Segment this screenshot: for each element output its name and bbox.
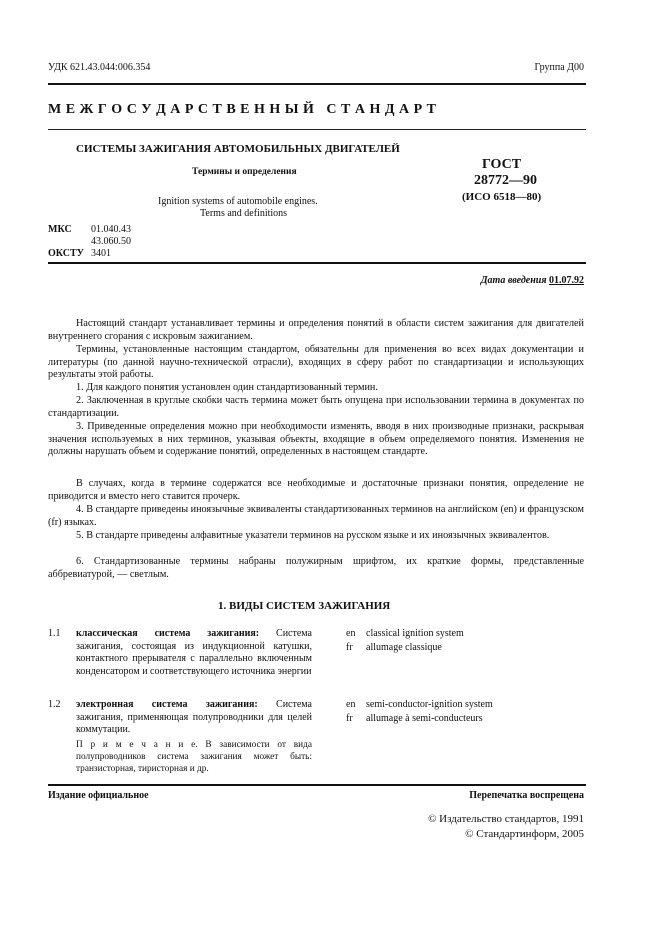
- paragraph-rule-4: 4. В стандарте приведены иноязычные эквиваленты стандартизованных терминов на английском (en) и французском (fr) языках.: [48, 504, 584, 528]
- intro-date-value: 01.07.92: [549, 275, 584, 286]
- official-edition-label: Издание официальное: [48, 790, 149, 801]
- okstu-label: ОКСТУ: [48, 248, 85, 259]
- gost-label: ГОСТ: [482, 157, 522, 172]
- term-name: электронная система зажигания:: [76, 699, 258, 710]
- paragraph-rule-2: 2. Заключенная в круглые скобки часть термина может быть опущена при использовании термина в документах по стандартизации.: [48, 395, 584, 419]
- copyright-2005: © Стандартинформ, 2005: [465, 828, 584, 840]
- udk-code: УДК 621.43.044:006.354: [48, 62, 151, 73]
- paragraph-rule-5: 5. В стандарте приведены алфавитные указатели терминов на русском языке и их иноязычных эквивалентов.: [76, 530, 550, 541]
- okstu-value: 3401: [91, 248, 111, 259]
- intro-date-label: Дата введения: [480, 275, 547, 286]
- term-number: 1.1: [48, 628, 61, 639]
- document-title: СИСТЕМЫ ЗАЖИГАНИЯ АВТОМОБИЛЬНЫХ ДВИГАТЕЛЕЙ: [76, 143, 400, 155]
- term-entry-1-2: [76, 699, 312, 737]
- mks-value-2: 43.060.50: [91, 236, 131, 247]
- term-fr-equivalent: allumage classique: [366, 642, 442, 653]
- term-name: классическая система зажигания:: [76, 628, 260, 639]
- gost-number: 28772—90: [474, 173, 537, 188]
- top-rule: [48, 83, 586, 85]
- paragraph-rule-3-dash: В случаях, когда в термине содержатся все необходимые и достаточные признаки понятия, определение не приводится и вместо него ставится прочерк.: [48, 478, 584, 502]
- paragraph-rule-3: 3. Приведенные определения можно при необходимости изменять, вводя в них производные признаки, раскрывая значения используемых в них терминов, указывая объекты, входящие в объем определяемого понятия. Изменения не должны нарушать объем и содержание понятий, определенных в настоящем стандарте.: [48, 421, 584, 458]
- paragraph-obligatory: Термины, установленные настоящим стандартом, обязательны для применения во всех видах документации и литературы (по данной научно-технической отрасли), входящих в сферу работ по стандартизации и использующих результаты этой работы.: [48, 344, 584, 381]
- lang-code-fr: fr: [346, 642, 353, 653]
- term-definition: Система зажигания, состоящая из индукционной катушки, контактного прерывателя с параллельно включенным конденсатором и соответствующего источника энергии: [76, 628, 312, 677]
- term-fr-equivalent: allumage à semi-conducteurs: [366, 713, 483, 724]
- english-title-line1: Ignition systems of automobile engines.: [158, 196, 318, 207]
- group-code: Группа Д00: [534, 62, 584, 73]
- intro-date: [481, 275, 584, 286]
- interstate-standard-banner: М Е Ж Г О С У Д А Р С Т В Е Н Н Ы Й С Т А Н Д А Р Т: [48, 102, 437, 117]
- mks-label: МКС: [48, 224, 72, 235]
- english-title-line2: Terms and definitions: [200, 208, 288, 219]
- footer-rule: [48, 784, 586, 786]
- lang-code-en: en: [346, 628, 356, 639]
- note-label: П р и м е ч а н и е.: [76, 740, 198, 750]
- copyright-1991: © Издательство стандартов, 1991: [428, 813, 584, 825]
- title-block-rule: [48, 262, 586, 264]
- mks-value-1: 01.040.43: [91, 224, 131, 235]
- term-entry-1-1: [76, 628, 312, 678]
- term-note: [76, 739, 312, 775]
- term-number: 1.2: [48, 699, 61, 710]
- term-en-equivalent: semi-conductor-ignition system: [366, 699, 493, 710]
- document-subtitle: Термины и определения: [192, 167, 297, 177]
- term-definition: Система зажигания, применяющая полупроводники для целей коммутации.: [76, 699, 312, 736]
- section-title: 1. ВИДЫ СИСТЕМ ЗАЖИГАНИЯ: [218, 600, 391, 612]
- note-text: В зависимости от вида полупроводников система зажигания может быть: транзисторная, тиристорная и др.: [76, 740, 312, 774]
- iso-number: (ИСО 6518—80): [462, 191, 542, 203]
- term-en-equivalent: classical ignition system: [366, 628, 464, 639]
- banner-rule: [48, 129, 586, 130]
- paragraph-rule-6: 6. Стандартизованные термины набраны полужирным шрифтом, их краткие формы, представленные аббревиатурой, — светлым.: [48, 556, 584, 580]
- reprint-prohibited-label: Перепечатка воспрещена: [469, 790, 584, 801]
- paragraph-scope: Настоящий стандарт устанавливает термины и определения понятий в области систем зажигания для двигателей внутреннего сгорания с искровым зажиганием.: [48, 318, 584, 342]
- lang-code-en: en: [346, 699, 356, 710]
- lang-code-fr: fr: [346, 713, 353, 724]
- paragraph-rule-1: 1. Для каждого понятия установлен один стандартизованный термин.: [76, 382, 378, 393]
